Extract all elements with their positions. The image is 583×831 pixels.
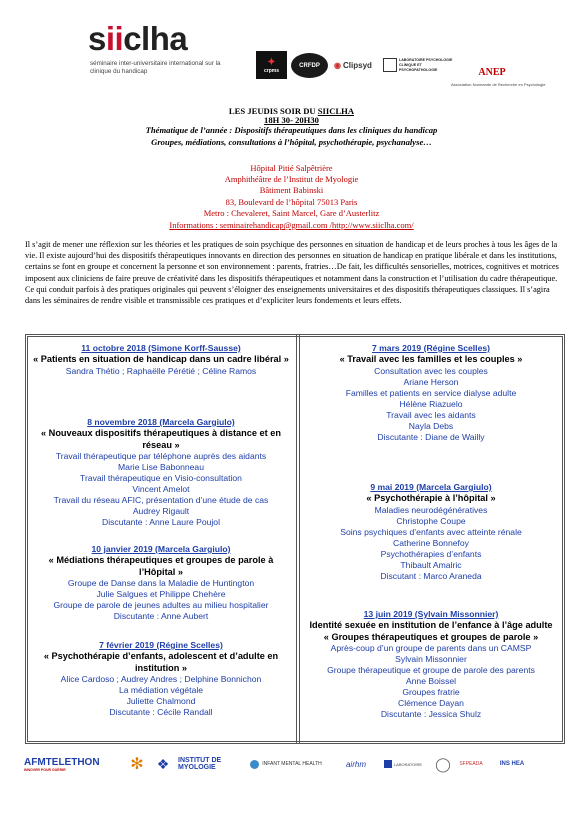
session-card — [32, 640, 290, 718]
session-card — [302, 343, 560, 443]
session-discussant: Discutante : Cécile Randall — [109, 707, 213, 717]
program-table — [25, 334, 565, 744]
session-line: Groupes fratrie — [402, 687, 460, 697]
clipsyd-logo: ◉ Clipsyd — [334, 60, 372, 70]
session-line: Familles et patients en service dialyse adulte — [345, 387, 517, 398]
session-line: Travail du réseau AFIC, présentation d’une étude de cas — [53, 495, 269, 505]
session-line: Ariane Herson — [403, 376, 459, 387]
location-metro: Metro : Chevaleret, Saint Marcel, Gare d’Austerlitz — [203, 208, 380, 218]
session-line: Hélène Riazuelo — [399, 398, 463, 409]
session-line: Christophe Coupe — [396, 515, 466, 526]
session-line: Thibault Amalric — [400, 559, 462, 570]
session-line: Groupe de Danse dans la Maladie de Huntington — [67, 578, 255, 588]
session-line: Vincent Amelot — [132, 484, 190, 494]
location-amphi: Amphithéâtre de l’Institut de Myologie — [224, 174, 359, 184]
session-title: « Psychothérapie à l’hôpital » — [366, 493, 496, 503]
session-discussant: Discutante : Anne Laure Poujol — [101, 517, 220, 527]
location-building: Bâtiment Babinski — [259, 185, 324, 195]
partner-logo: ❖ — [156, 755, 170, 772]
crfdp-logo: CRFDP — [291, 53, 328, 78]
session-date: 13 juin 2019 (Sylvain Missonnier) — [363, 609, 499, 619]
session-line: Audrey Rigault — [132, 506, 190, 516]
circle-emblem-logo: ◯ — [435, 755, 451, 772]
session-date: 11 octobre 2018 (Simone Korff-Sausse) — [81, 343, 241, 353]
session-title: « Patients en situation de handicap dans un cadre libéral » — [33, 354, 289, 364]
session-discussant: Discutante : Diane de Wailly — [377, 431, 485, 442]
session-line: Après-coup d’un groupe de parents dans un CAMSP — [330, 643, 532, 653]
session-line: Maladies neurodégénératives — [374, 504, 488, 515]
session-line: Psychothérapies d’enfants — [380, 548, 482, 559]
session-date: 10 janvier 2019 (Marcela Gargiulo) — [91, 544, 231, 554]
session-line: Anne Boissel — [405, 676, 457, 686]
session-line: Travail thérapeutique en Visio-consultation — [80, 473, 242, 483]
anep-caption: Association Normande de Recherche en Psychologie — [451, 82, 546, 87]
session-card — [32, 544, 290, 622]
sfpeada-logo: SFPEADA — [459, 761, 483, 767]
anep-logo: ANEP — [478, 66, 506, 78]
session-line: Sylvain Missonnier — [395, 654, 467, 664]
session-line: Consultation avec les couples — [374, 365, 488, 376]
information-link[interactable]: Informations : seminairehandicap@gmail.com /http://www.siiclha.com/ — [169, 220, 414, 230]
year-subtheme: Groupes, médiations, consultations à l’hôpital, psychothérapie, psychanalyse… — [151, 137, 432, 147]
session-title: « Groupes thérapeutiques et groupes de parole » — [323, 631, 539, 642]
session-date: 7 mars 2019 (Régine Scelles) — [372, 343, 490, 353]
afm-telethon-logo: AFMTELETHON INNOVER POUR GUÉRIR — [24, 756, 100, 772]
session-line: Groupe de parole de jeunes adultes au milieu hospitalier — [53, 600, 269, 610]
session-line: Travail avec les aidants — [386, 409, 476, 420]
page-title: LES JEUDIS SOIR DU SIICLHA — [228, 106, 355, 116]
session-hours: 18H 30- 20H30 — [264, 115, 319, 125]
session-card — [32, 343, 290, 377]
session-discussant: Discutante : Jessica Shulz — [380, 709, 482, 719]
institut-myologie-logo: INSTITUT DE MYOLOGIE — [178, 757, 222, 771]
session-line: Juliette Chalmond — [126, 696, 196, 706]
session-line: Nayla Debs — [408, 420, 454, 431]
session-date: 7 février 2019 (Régine Scelles) — [99, 640, 223, 650]
session-title-plain: Identité sexuée en institution de l’enfance à l’âge adulte — [309, 620, 553, 630]
session-discussant: Discutant : Marco Araneda — [380, 570, 482, 581]
session-line: Julie Salgues et Philippe Chehère — [96, 589, 226, 599]
laboratoire-footer-logo: LABORATOIRE — [380, 752, 426, 776]
ins-hea-logo: INS HEA — [499, 761, 525, 767]
laboratoire-logo: LABORATOIRE PSYCHOLOGIE CLINIQUE ET PSYCHOPATHOLOGIE — [383, 54, 453, 76]
location-hospital: Hôpital Pitié Salpêtrière — [250, 163, 333, 173]
session-line: La médiation végétale — [118, 685, 204, 695]
location-address: 83, Boulevard de l’hôpital 75013 Paris — [225, 197, 358, 207]
siiclha-logo: siiclha — [88, 20, 188, 57]
session-line: Travail thérapeutique par téléphone auprès des aidants — [55, 451, 267, 461]
session-date: 8 novembre 2018 (Marcela Gargiulo) — [87, 417, 235, 427]
session-line: Groupe thérapeutique et groupe de parole des parents — [327, 665, 535, 675]
session-line: Soins psychiques d’enfants avec atteinte rénale — [340, 526, 522, 537]
session-line: Marie Lise Babonneau — [118, 462, 204, 472]
year-theme: Thématique de l’année : Dispositifs thérapeutiques dans les cliniques du handicap — [145, 125, 438, 135]
crpms-logo: ✦ crpms — [256, 51, 287, 79]
session-title: « Nouveaux dispositifs thérapeutiques à distance et en réseau » — [41, 428, 281, 450]
seminar-description: Il s’agit de mener une réflexion sur les théories et les pratiques de soin psychique des personnes en situation de handicap et de leurs proches à tous les âges de la vie. Il existe aujourd’hui des dispositifs thérapeutiques innovants en direction des personnes en situation de handicap en pratique libérale et dans les institutions, certains se font en groupe et concernent la personne et son environnement : parents, fratries…De fait, les difficultés sensorielles, motrices, cognitives et motrices imposent aux cliniciens de faire preuve de créativité dans les dispositifs thérapeutiques et notamment dans la construction et l’utilisation du cadre thérapeutique. Ce qui conduit parfois à des pratiques originales qui peuvent s’éloigner des enseignements universitaires et des dispositifs thérapeutiques classiques. Il s’agira dans les séminaires de rendre visible et transmissible ces pratiques et d’expliciter leurs fondements et leurs effets. — [25, 240, 559, 306]
session-card — [302, 609, 560, 720]
session-title: « Psychothérapie d’enfants, adolescent et d’adulte en institution » — [43, 651, 279, 673]
siiclha-subtitle: séminaire inter-universitaire international sur la clinique du handicap — [90, 60, 221, 75]
session-card — [32, 417, 290, 528]
infant-mental-health-logo: INFANT MENTAL HEALTH — [238, 752, 334, 776]
session-line: Clémence Dayan — [398, 698, 464, 708]
session-title: « Médiations thérapeutiques et groupes de parole à l’Hôpital » — [48, 555, 274, 577]
session-date: 9 mai 2019 (Marcela Gargiulo) — [370, 482, 492, 492]
session-title: « Travail avec les familles et les couples » — [339, 354, 523, 364]
session-speakers: Sandra Thétio ; Raphaëlle Pérétié ; Céline Ramos — [65, 365, 257, 376]
session-line: Alice Cardoso ; Audrey Andres ; Delphine Bonnichon — [60, 674, 262, 684]
airhm-logo: airhm — [345, 759, 366, 769]
session-discussant: Discutante : Anne Aubert — [113, 611, 209, 621]
session-card — [302, 482, 560, 582]
partner-emblem-logo: ✻ — [130, 756, 144, 773]
session-line: Catherine Bonnefoy — [393, 537, 469, 548]
